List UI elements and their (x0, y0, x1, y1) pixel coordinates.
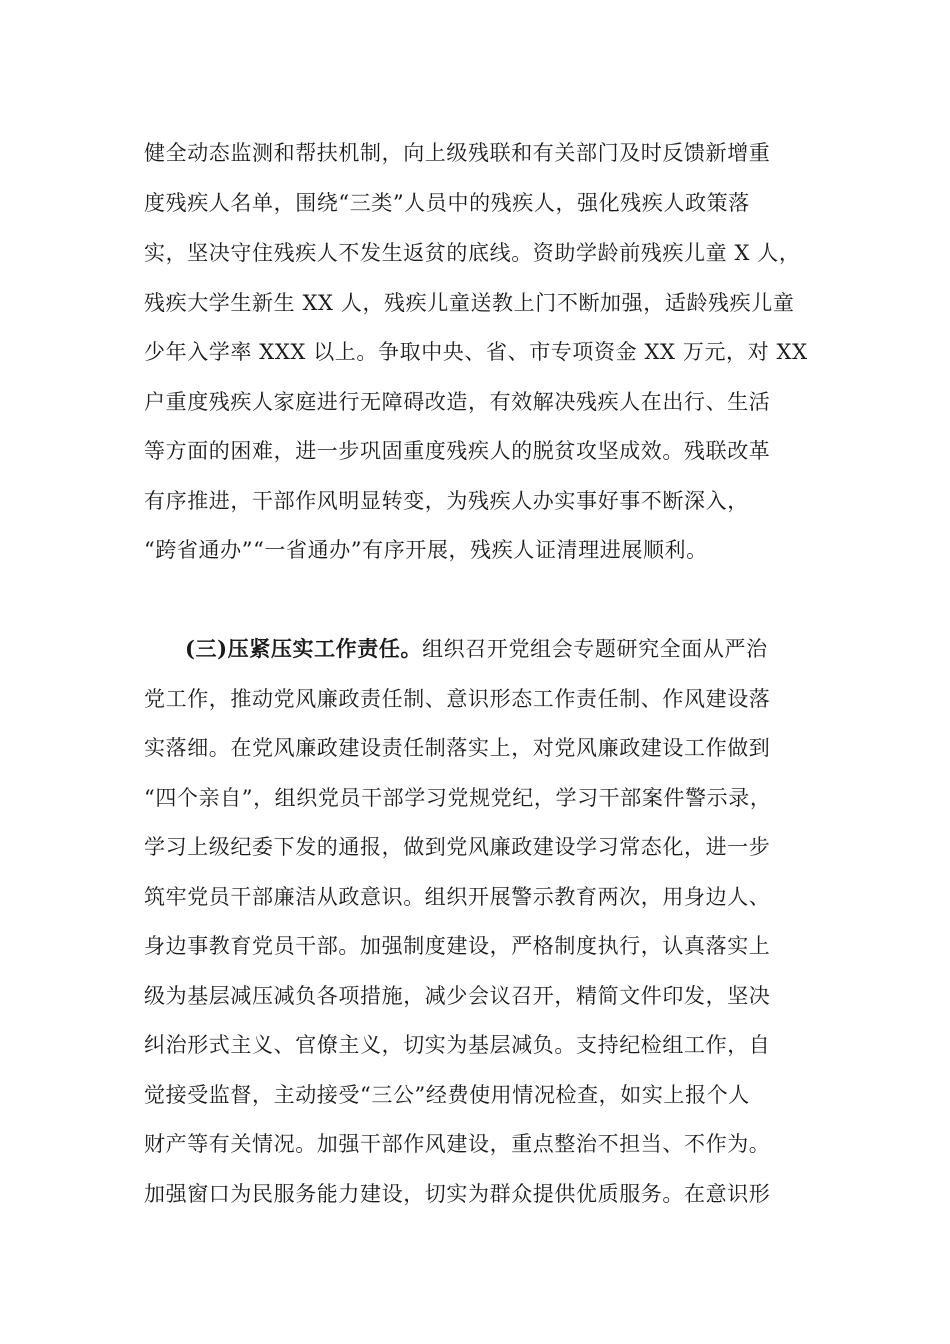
paragraph-1-line-9: “跨省通办”“一省通办”有序开展，残疾人证清理进展顺利。 (144, 538, 708, 562)
paragraph-2-line-10: 觉接受监督，主动接受“三公”经费使用情况检查，如实上报个人 (144, 1083, 750, 1107)
paragraph-2-line-12: 加强窗口为民服务能力建设，切实为群众提供优质服务。在意识形 (144, 1182, 771, 1206)
paragraph-2-line-1-text: 组织召开党组会专题研究全面从严治 (422, 637, 768, 661)
paragraph-2-line-6: 筑牢党员干部廉洁从政意识。组织开展警示教育两次，用身边人、 (144, 885, 771, 909)
paragraph-1-line-1: 健全动态监测和帮扶机制，向上级残联和有关部门及时反馈新增重 (144, 141, 771, 165)
paragraph-1-line-5: 少年入学率 XXX 以上。争取中央、省、市专项资金 XX 万元，对 XX (144, 340, 808, 364)
paragraph-1-line-7: 等方面的困难，进一步巩固重度残疾人的脱贫攻坚成效。残联改革 (144, 439, 771, 463)
paragraph-2-line-9: 纠治形式主义、官僚主义，切实为基层减负。支持纪检组工作，自 (144, 1033, 771, 1057)
paragraph-2-line-4: “四个亲自”，组织党员干部学习党规党纪，学习干部案件警示录， (144, 786, 772, 810)
paragraph-2-line-2: 党工作，推动党风廉政责任制、意识形态工作责任制、作风建设落 (144, 687, 771, 711)
paragraph-1-line-6: 户重度残疾人家庭进行无障碍改造，有效解决残疾人在出行、生活 (144, 390, 771, 414)
section-heading: (三)压紧压实工作责任。 (185, 636, 423, 661)
paragraph-1-line-2: 度残疾人名单，围绕“三类”人员中的残疾人，强化残疾人政策落 (144, 191, 750, 215)
paragraph-2-line-3: 实落细。在党风廉政建设责任制落实上，对党风廉政建设工作做到 (144, 736, 771, 760)
paragraph-2-line-7: 身边事教育党员干部。加强制度建设，严格制度执行，认真落实上 (144, 934, 771, 958)
paragraph-2-line-5: 学习上级纪委下发的通报，做到党风廉政建设学习常态化，进一步 (144, 835, 771, 859)
paragraph-1-line-4: 残疾大学生新生 XX 人，残疾儿童送教上门不断加强，适龄残疾儿童 (144, 291, 795, 315)
paragraph-2-line-1 (185, 636, 835, 662)
paragraph-1-line-3: 实，坚决守住残疾人不发生返贫的底线。资助学龄前残疾儿童 X 人， (144, 241, 801, 265)
paragraph-2-line-8: 级为基层减压减负各项措施，减少会议召开，精简文件印发，坚决 (144, 984, 771, 1008)
paragraph-1-line-8: 有序推进，干部作风明显转变，为残疾人办实事好事不断深入， (144, 489, 749, 513)
paragraph-2-line-11: 财产等有关情况。加强干部作风建设，重点整治不担当、不作为。 (144, 1132, 771, 1156)
